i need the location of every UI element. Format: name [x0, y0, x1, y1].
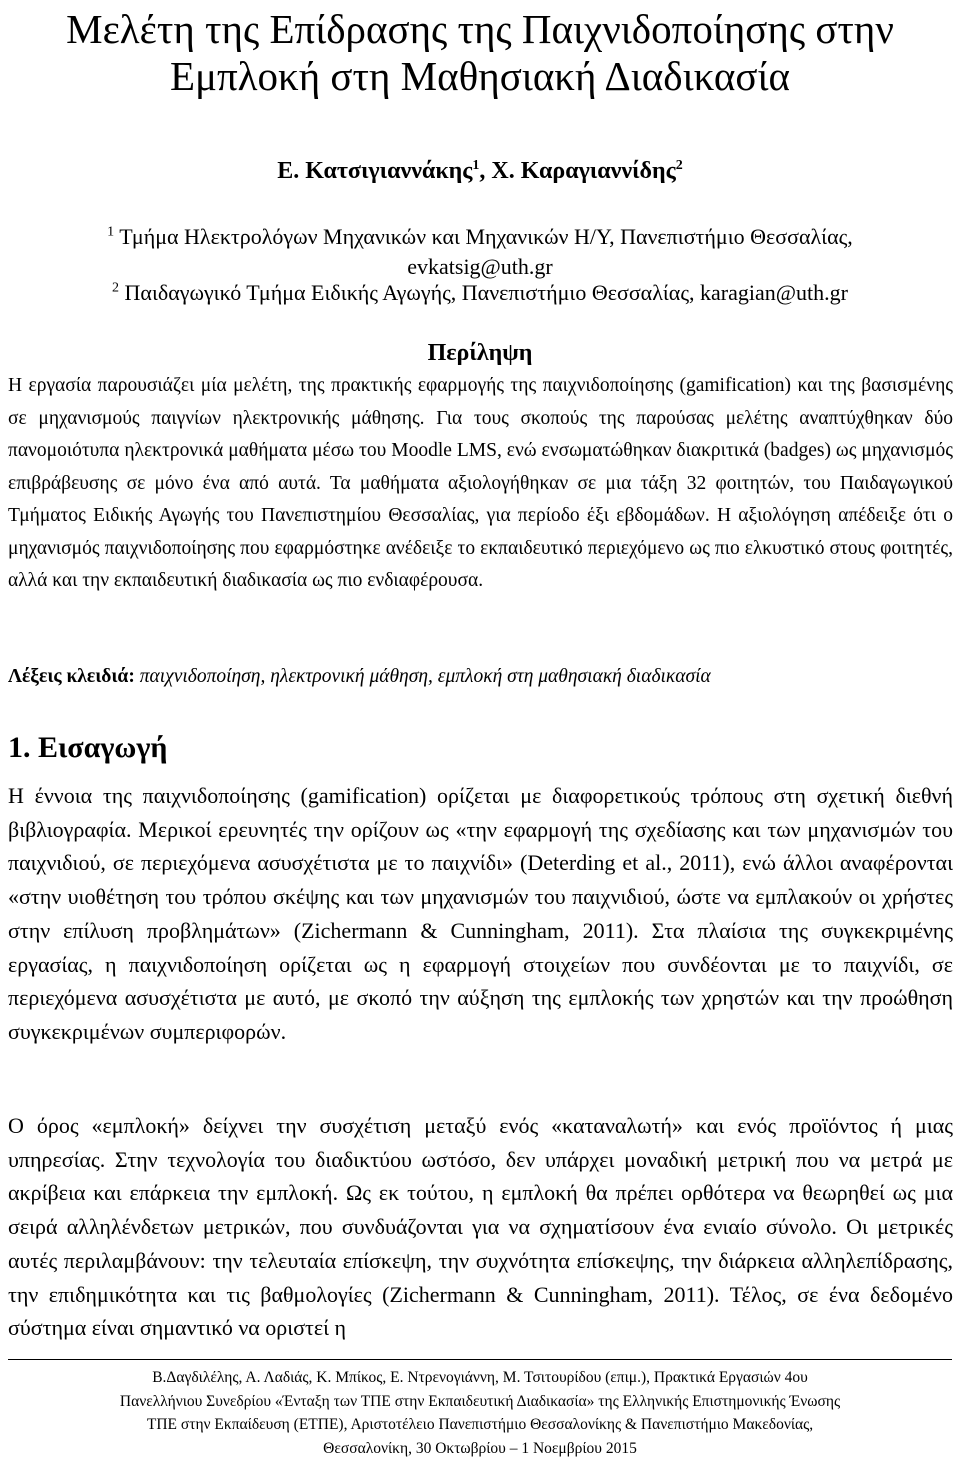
author-name: Ε. Κατσιγιαννάκης — [277, 158, 473, 184]
affiliation-1-email: evkatsig@uth.gr — [407, 254, 553, 279]
affiliation-2 — [0, 278, 960, 308]
author-separator: , — [479, 158, 492, 184]
body-paragraph-1: Η έννοια της παιχνιδοποίησης (gamification) ορίζεται με διαφορετικούς τρόπους στη σχετική διεθνή βιβλιογραφία. Μερικοί ερευνητές την ορίζουν ως «την εφαρμογή της σχεδίασης και των μηχανισμών του παιχνιδιού, σε περιεχόμενα ασυσχέτιστα με το παιχνίδι» (Deterding et al., 2011), ενώ άλλοι αναφέρονται «στην υιοθέτηση του τρόπου σκέψης και των μηχανισμών του παιχνιδιού, ώστε να εμπλακούν οι χρήστες στην επίλυση προβλημάτων» (Zichermann & Cunningham, 2011). Στα πλαίσια της συγκεκριμένης εργασίας, η παιχνιδοποίηση ορίζεται ως η εφαρμογή στοιχείων που συνδέονται με το παιχνίδι, σε περιεχόμενα ασυσχέτιστα με αυτό, με σκοπό την αύξηση της εμπλοκής των χρηστών και την προώθηση συγκεκριμένων συμπεριφορών. — [8, 783, 953, 1044]
keywords-values: παιχνιδοποίηση, ηλεκτρονική μάθηση, εμπλοκή στη μαθησιακή διαδικασία — [139, 666, 711, 687]
affiliation-mark: 2 — [112, 280, 120, 296]
paper-title-line-1: Μελέτη της Επίδρασης της Παιχνιδοποίησης στην — [66, 6, 894, 52]
footer-line-4: Θεσσαλονίκη, 30 Οκτωβρίου – 1 Νοεμβρίου 2015 — [323, 1439, 637, 1457]
body-paragraph-2: Ο όρος «εμπλοκή» δείχνει την συσχέτιση μεταξύ ενός «καταναλωτή» και ενός προϊόντος ή μιας υπηρεσίας. Στην τεχνολογία του διαδικτύου ωστόσο, δεν υπάρχει μοναδική μετρική που να μετρά με ακρίβεια και επάρκεια την εμπλοκή. Ως εκ τούτου, η εμπλοκή θα πρέπει ορθότερα να θεωρηθεί ως μια σειρά αλληλένδετων μετρικών, που συνδυάζονται για να σχηματίσουν ένα ενιαίο σύνολο. Οι μετρικές αυτές περιλαμβάνουν: την τελευταία επίσκεψη, την συχνότητα επίσκεψης, την διάρκεια αλληλεπίδρασης, την επιδημικότητα και τις βαθμολογίες (Zichermann & Cunningham, 2011). Τέλος, σε ένα δεδομένο σύστημα είναι σημαντικό να οριστεί η — [8, 1113, 953, 1341]
author-affiliation-mark: 2 — [675, 158, 683, 173]
affiliation-1 — [0, 222, 960, 282]
abstract-heading: Περίληψη — [427, 340, 533, 366]
paper-title-line-2: Εμπλοκή στη Μαθησιακή Διαδικασία — [169, 53, 791, 99]
paper-title — [0, 6, 960, 100]
abstract-text: Η εργασία παρουσιάζει μία μελέτη, της πρακτικής εφαρμογής της παιχνιδοποίησης (gamification) και της βασισμένης σε μηχανισμούς παιγνίων ηλεκτρονικής μάθησης. Για τους σκοπούς της παρούσας μελέτης αναπτύχθηκαν δύο πανομοιότυπα ηλεκτρονικά μαθήματα μέσω του Moodle LMS, ενώ ενσωματώθηκαν διακριτικά (badges) ως μηχανισμός επιβράβευσης σε μόνο ένα από αυτά. Τα μαθήματα αξιολογήθηκαν σε μια τάξη 32 φοιτητών, του Παιδαγωγικού Τμήματος Ειδικής Αγωγής του Πανεπιστημίου Θεσσαλίας, για περίοδο έξι εβδομάδων. Η αξιολόγηση απέδειξε ότι ο μηχανισμός παιχνιδοποίησης που εφαρμόστηκε ανέδειξε το εκπαιδευτικό περιεχόμενο ως πιο ελκυστικό στους φοιτητές, αλλά και την εκπαιδευτική διαδικασία ως πιο ενδιαφέρουσα. — [8, 375, 953, 591]
author-affiliation-mark: 1 — [472, 158, 480, 173]
keywords-label: Λέξεις κλειδιά: — [8, 666, 135, 687]
footer-line-2: Πανελλήνιου Συνεδρίου «Ένταξη των ΤΠΕ στην Εκπαιδευτική Διαδικασία» της Ελληνικής Επιστημονικής Ένωσης — [119, 1392, 841, 1410]
footer-divider — [8, 1359, 952, 1360]
author-name: Χ. Καραγιαννίδης — [491, 158, 676, 184]
affiliation-mark: 1 — [107, 224, 115, 240]
keywords — [8, 662, 953, 692]
footer-citation — [0, 1366, 960, 1460]
author-list — [0, 156, 960, 186]
footer-line-1: Β.Δαγδιλέλης, Α. Λαδιάς, Κ. Μπίκος, Ε. Ντρενογιάννη, Μ. Τσιτουρίδου (επιμ.), Πρακτικά Εργασιών 4ου — [152, 1369, 808, 1386]
footer-line-3: ΤΠΕ στην Εκπαίδευση (ΕΤΠΕ), Αριστοτέλειο Πανεπιστήμιο Θεσσαλονίκης & Πανεπιστήμιο Μακεδονίας, — [146, 1416, 814, 1433]
affiliation-2-text: Παιδαγωγικό Τμήμα Ειδικής Αγωγής, Πανεπιστήμιο Θεσσαλίας, karagian@uth.gr — [124, 280, 848, 305]
section-heading-introduction: 1. Εισαγωγή — [8, 731, 168, 764]
affiliation-1-line-1: $^1$ Τμήμα Ηλεκτρολόγων Μηχανικών και Μηχανικών Η/Υ, Πανεπιστήμιο Θεσσαλίας, — [107, 224, 853, 249]
